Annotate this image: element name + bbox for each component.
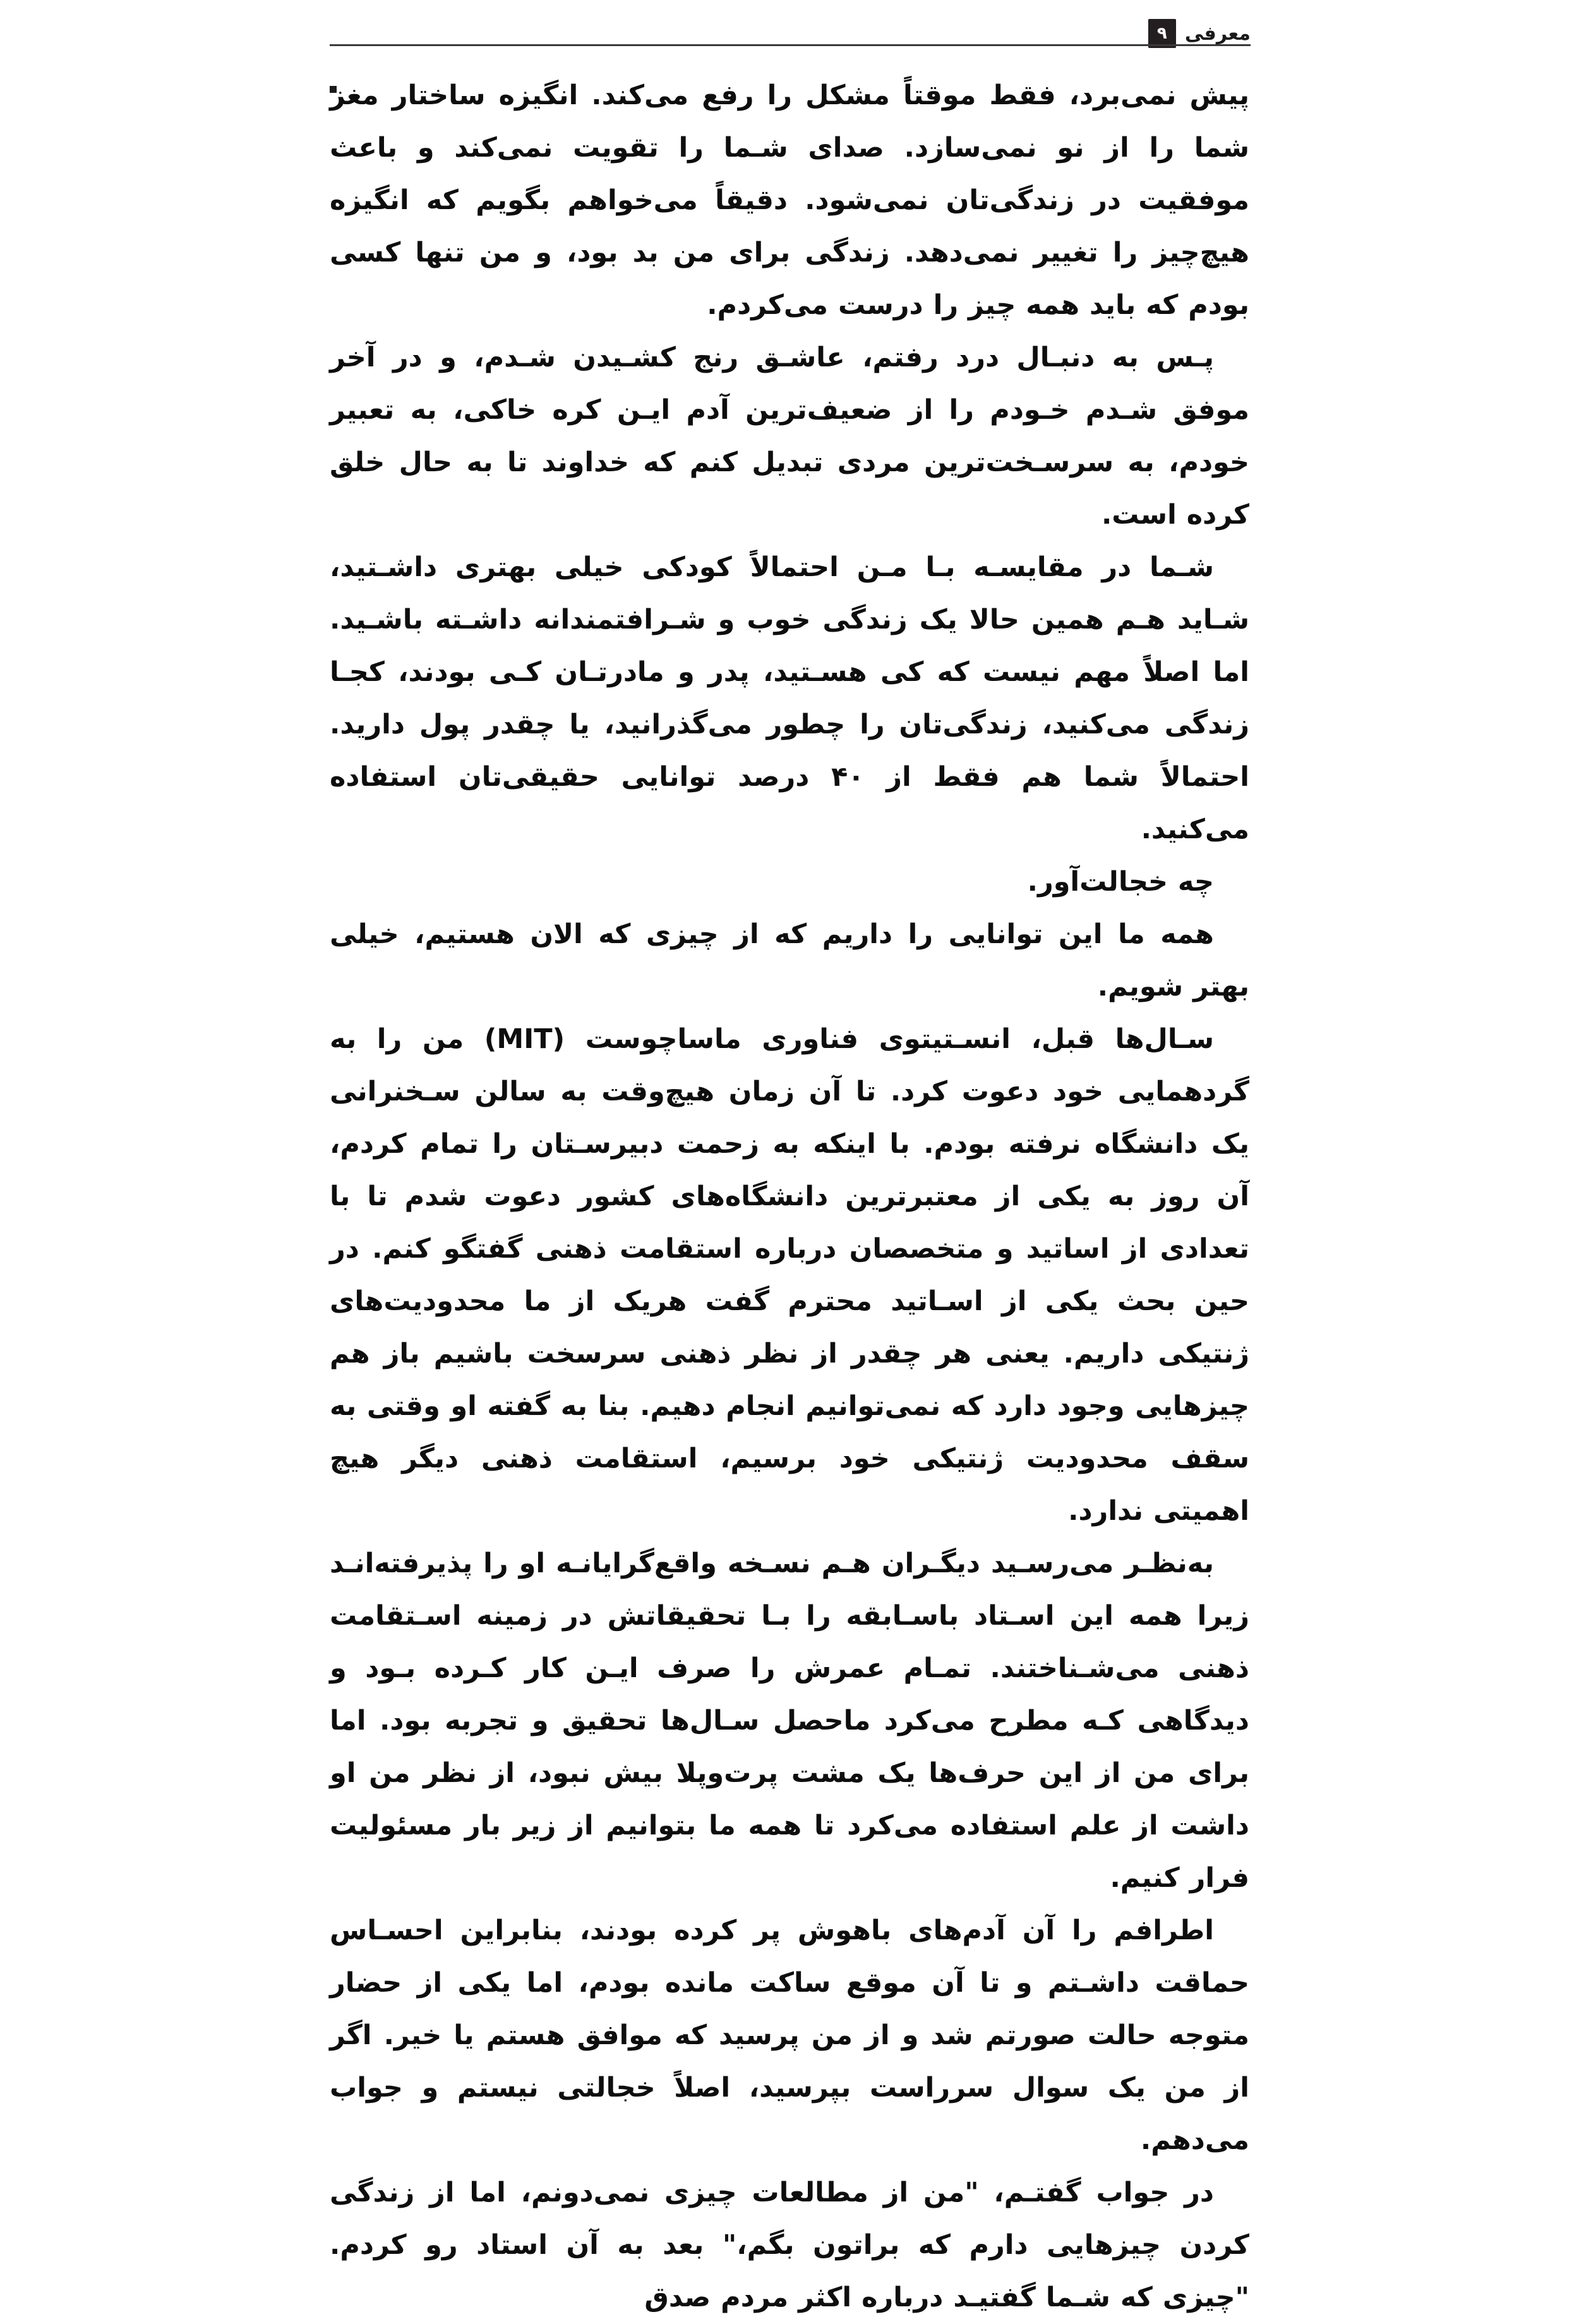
paragraph: همه ما این توانایی را داریم که از چیزی که الان هستیم، خیلی بهتر شویم. [330,918,1249,1002]
body-text-column [330,69,1249,2324]
header-divider-rule [330,44,1251,46]
running-header [330,15,1251,52]
paragraph: شـما در مقایسـه بـا مـن احتمالاً کودکی خیلی بهتری داشـتید، شـاید هـم همین حالا یک زندگی خوب و شـرافتمندانه داشـته باشـید. اما اصلاً مهم نیست که کی هسـتید، پدر و مادرتـان کـی بودند، کجـا زندگی می‌کنید، زندگی‌تان را چطور می‌گذرانید، یا چقدر پول دارید. احتمالاً شما هم فقط از ۴۰ درصد توانایی حقیقی‌تان استفاده می‌کنید. [330,551,1249,845]
paragraph: چه خجالت‌آور. [1027,866,1214,898]
paragraph: پیش نمی‌برد، فقط موقتاً مشکل را رفع می‌کند. انگیزه ساختار مغز شما را از نو نمی‌سازد. صدای شـما را تقویت نمی‌کند و باعث موفقیت در زندگی‌تان نمی‌شود. دقیقاً می‌خواهم بگویم که انگیزه هیچ‌چیز را تغییر نمی‌دهد. زندگی برای من بد بود، و من تنها کسی بودم که باید همه چیز را درست می‌کردم. [330,80,1249,321]
chapter-title: معرفی [1184,22,1251,45]
paragraph: در جواب گفتـم، "من از مطالعات چیزی نمی‌دونم، اما از زندگی کردن چیزهایی دارم که براتون بگم،" بعد به آن استاد رو کردم. "چیزی که شـما گفتیـد درباره اکثر مردم صدق [330,2177,1249,2313]
paragraph: به‌نظـر می‌رسـید دیگـران هـم نسـخه واقع‌گرایانـه او را پذیرفته‌انـد زیرا همه این اسـتاد باسـابقه را بـا تحقیقاتش در زمینه اسـتقامت ذهنی می‌شـناختند. تمـام عمرش را صرف ایـن کار کـرده بـود و دیدگاهی کـه مطرح می‌کرد ماحصل سـال‌ها تحقیق و تجربه بود. اما برای من از این حرف‌ها یک مشت پرت‌وپلا بیش نبود، از نظر من او داشت از علم استفاده می‌کرد تا همه ما بتوانیم از زیر بار مسئولیت فرار کنیم. [330,1548,1249,1894]
paragraph: سـال‌ها قبل، انسـتیتوی فناوری ماساچوست (MIT) من را به گردهمایی خود دعوت کرد. تا آن زمان هیچ‌وقت به سالن سـخنرانی یک دانشگاه نرفته بودم. با اینکه به زحمت دبیرسـتان را تمام کردم، آن روز به یکی از معتبرترین دانشگاه‌های کشور دعوت شدم تا با تعدادی از اساتید و متخصصان درباره استقامت ذهنی گفتگو کنم. در حین بحث یکی از اسـاتید محترم گفت هریک از ما محدودیت‌های ژنتیکی داریم. یعنی هر چقدر از نظر ذهنی سرسخت باشیم باز هم چیزهایی وجود دارد که نمی‌توانیم انجام دهیم. بنا به گفته او وقتی به سقف محدودیت ژنتیکی خود برسیم، استقامت ذهنی دیگر هیچ اهمیتی ندارد. [330,1023,1249,1527]
page-number-badge: ۹ [1148,19,1176,48]
paragraph: پـس به دنبـال درد رفتم، عاشـق رنج کشـیدن شـدم، و در آخر موفق شـدم خـودم را از ضعیف‌ترین آدم ایـن کره خاکی، به تعبیر خودم، به سرسـخت‌ترین مردی تبدیل کنم که خداوند تا به حال خلق کرده است. [330,342,1249,531]
paragraph: اطرافم را آن آدم‌های باهوش پر کرده بودند، بنابراین احسـاس حماقت داشـتم و تا آن موقع ساکت مانده بودم، اما یکی از حضار متوجه حالت صورتم شد و از من پرسید که موافق هستم یا خیر. اگر از من یک سوال سرراست بپرسید، اصلاً خجالتی نیستم و جواب می‌دهم. [330,1915,1249,2156]
